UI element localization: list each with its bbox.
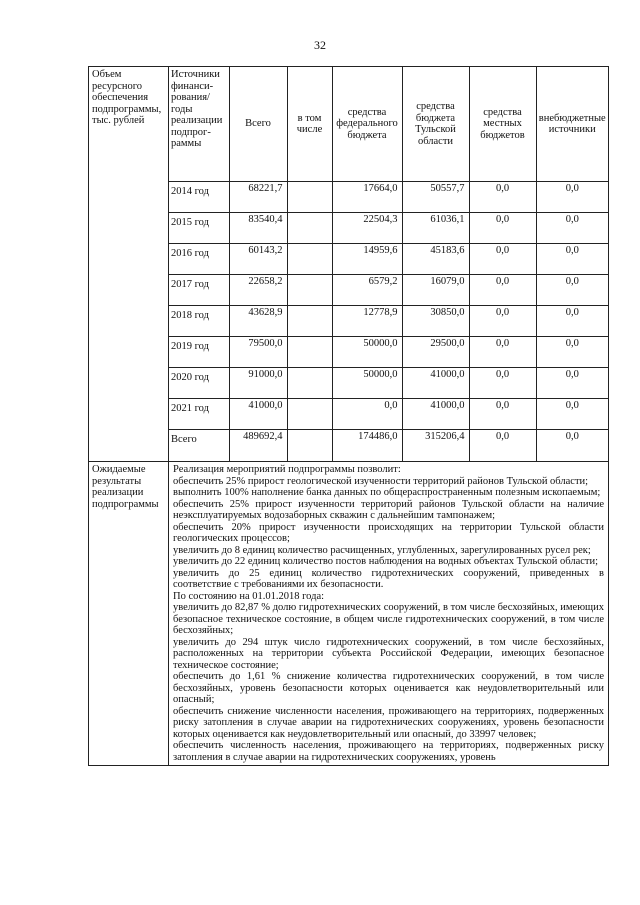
row-total: 41000,0	[229, 399, 287, 430]
row-extra: 0,0	[536, 337, 608, 368]
row-incl	[287, 275, 332, 306]
row-local: 0,0	[469, 275, 536, 306]
row-federal: 22504,3	[332, 213, 402, 244]
row-incl	[287, 306, 332, 337]
row-year: 2018 год	[169, 306, 229, 337]
results-paragraph: увеличить до 8 единиц количество расчищенных, углубленных, зарегулированных русел рек;	[173, 544, 591, 556]
row-federal: 6579,2	[332, 275, 402, 306]
results-paragraph: увеличить до 82,87 % долю гидротехнических сооружений, в том числе бесхозяйных, имеющих безопасное техническое состояние, в общем числе гидротехнических сооружений, в том числе бесхозяйных;	[173, 602, 604, 636]
row-regional: 29500,0	[402, 337, 469, 368]
row-local: 0,0	[469, 337, 536, 368]
table-row	[169, 213, 608, 244]
row-local: 0,0	[469, 213, 536, 244]
results-paragraph: обеспечить 25% прирост изученности территорий районов Тульской области на наличие неэксплуатируемых водозаборных скважин с дальнейшим тампонажем;	[173, 498, 604, 521]
row-incl	[287, 430, 332, 462]
row-extra: 0,0	[536, 182, 608, 213]
results-text	[169, 462, 609, 766]
results-paragraph: выполнить 100% наполнение банка данных по общераспространенным полезным ископаемым;	[173, 487, 601, 498]
financing-cell	[169, 67, 609, 462]
row-extra: 0,0	[536, 368, 608, 399]
row-incl	[287, 399, 332, 430]
row-local: 0,0	[469, 368, 536, 399]
row-local: 0,0	[469, 182, 536, 213]
row-incl	[287, 182, 332, 213]
results-paragraph: обеспечить 20% прирост изученности происходящих на территории Тульской области геологических процессов;	[173, 521, 604, 544]
row-regional: 61036,1	[402, 213, 469, 244]
row-local: 0,0	[469, 306, 536, 337]
row-extra: 0,0	[536, 275, 608, 306]
results-paragraph: увеличить до 22 единиц количество постов наблюдения на водных объектах Тульской области;	[173, 556, 599, 567]
row-total: 60143,2	[229, 244, 287, 275]
row-year: 2014 год	[169, 182, 229, 213]
table-row	[169, 337, 608, 368]
row-extra: 0,0	[536, 213, 608, 244]
header-sources: Источники финансирования/ годы реализации подпрограммы	[169, 67, 229, 182]
results-paragraph: Реализация мероприятий подпрограммы позволит:	[173, 464, 401, 475]
row-regional: 315206,4	[402, 430, 469, 462]
row-incl	[287, 337, 332, 368]
row-total: 43628,9	[229, 306, 287, 337]
row-regional: 50557,7	[402, 182, 469, 213]
row-year: 2017 год	[169, 275, 229, 306]
passport-table	[88, 66, 609, 766]
row-year: 2016 год	[169, 244, 229, 275]
results-paragraph: увеличить до 294 штук число гидротехнических сооружений, в том числе бесхозяйных, расположенных на территории субъекта Российской Федерации, имеющих безопасное техническое состояние;	[173, 636, 604, 671]
row-year: 2019 год	[169, 337, 229, 368]
row-federal: 0,0	[332, 399, 402, 430]
row-incl	[287, 368, 332, 399]
table-row	[169, 275, 608, 306]
row-federal: 50000,0	[332, 337, 402, 368]
row-total: 83540,4	[229, 213, 287, 244]
table-row	[169, 399, 608, 430]
row-year: 2021 год	[169, 399, 229, 430]
results-paragraph: обеспечить 25% прирост геологической изученности территорий районов Тульской области;	[173, 475, 589, 487]
resource-label: Объем ресурсного обеспечения подпрограммы, тыс. рублей	[89, 67, 169, 462]
header-total: Всего	[229, 67, 287, 182]
table-row	[169, 244, 608, 275]
row-federal: 12778,9	[332, 306, 402, 337]
row-total: 68221,7	[229, 182, 287, 213]
row-incl	[287, 244, 332, 275]
header-local: средства местных бюджетов	[469, 67, 536, 182]
row-federal: 14959,6	[332, 244, 402, 275]
results-paragraph: По состоянию на 01.01.2018 года:	[173, 590, 325, 602]
row-regional: 41000,0	[402, 399, 469, 430]
row-regional: 45183,6	[402, 244, 469, 275]
row-regional: 41000,0	[402, 368, 469, 399]
results-paragraph: увеличить до 25 единиц количество гидротехнических сооружений, приведенных в соответствие с требованиями их безопасности.	[173, 567, 604, 590]
header-extra: внебюджетные источники	[536, 67, 608, 182]
row-regional: 16079,0	[402, 275, 469, 306]
table-row-total	[169, 430, 608, 462]
row-local: 0,0	[469, 430, 536, 462]
row-incl	[287, 213, 332, 244]
row-federal: 174486,0	[332, 430, 402, 462]
row-local: 0,0	[469, 244, 536, 275]
row-total: 22658,2	[229, 275, 287, 306]
row-federal: 17664,0	[332, 182, 402, 213]
row-year: Всего	[169, 430, 229, 462]
row-extra: 0,0	[536, 430, 608, 462]
header-including: в том числе	[287, 67, 332, 182]
row-total: 489692,4	[229, 430, 287, 462]
results-label: Ожидаемые результаты реализации подпрограммы	[89, 462, 169, 766]
financing-header-row	[169, 67, 608, 182]
page-number: 32	[314, 38, 326, 52]
row-total: 91000,0	[229, 368, 287, 399]
row-extra: 0,0	[536, 399, 608, 430]
header-regional: средства бюджета Тульской области	[402, 67, 469, 182]
table-row	[169, 368, 608, 399]
row-local: 0,0	[469, 399, 536, 430]
row-total: 79500,0	[229, 337, 287, 368]
row-federal: 50000,0	[332, 368, 402, 399]
financing-table	[169, 67, 608, 461]
row-year: 2020 год	[169, 368, 229, 399]
table-row	[169, 306, 608, 337]
header-federal: средства федерального бюджета	[332, 67, 402, 182]
row-extra: 0,0	[536, 244, 608, 275]
results-paragraph: обеспечить снижение численности населения, проживающего на территориях, подверженных риску затопления в случае аварии на гидротехнических сооружениях, уровень безопасности которых оценивается как неудовлетворительный или опасный, до 33997 человек;	[173, 705, 604, 740]
table-row	[169, 182, 608, 213]
row-year: 2015 год	[169, 213, 229, 244]
results-paragraph: обеспечить численность населения, проживающего на территориях, подверженных риску затопления в случае аварии на гидротехнических сооружениях, уровень	[173, 740, 604, 763]
row-extra: 0,0	[536, 306, 608, 337]
row-regional: 30850,0	[402, 306, 469, 337]
results-paragraph: обеспечить до 1,61 % снижение количества гидротехнических сооружений, в том числе бесхозяйных, уровень безопасности которых оценивается как неудовлетворительный или опасный;	[173, 671, 604, 705]
